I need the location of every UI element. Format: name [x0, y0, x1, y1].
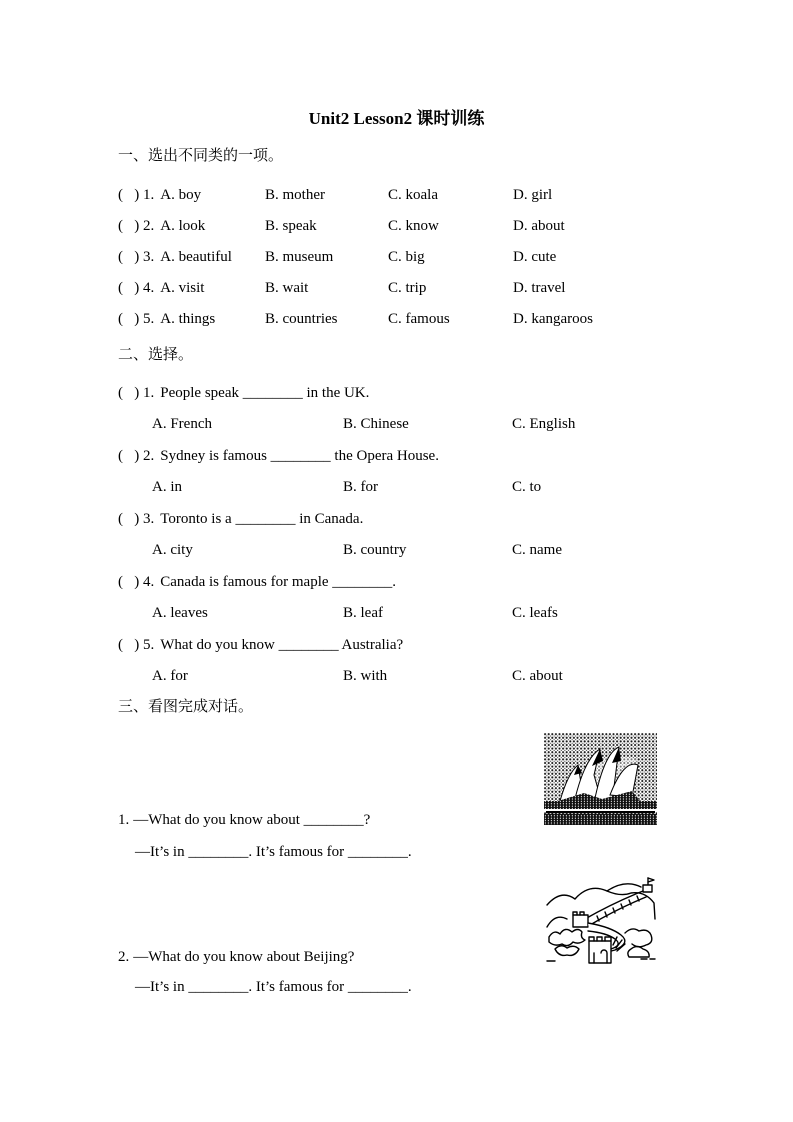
section3-heading: 三、看图完成对话。: [118, 699, 254, 715]
section-odd-one-out: [118, 148, 593, 342]
great-wall-art: [545, 875, 657, 964]
sydney-opera-house-art: [544, 733, 657, 825]
option-a: A. look: [160, 218, 206, 234]
option-c: C. name: [512, 542, 562, 558]
option-a: A. for: [152, 668, 188, 684]
mc-options-row: [118, 668, 575, 684]
answer-parens: ( ) 2.: [118, 218, 155, 234]
option-b: B. wait: [265, 280, 309, 296]
section1-heading: 一、选出不同类的一项。: [118, 148, 284, 164]
option-d: D. travel: [513, 280, 566, 296]
mc-question: [118, 511, 575, 527]
dialogue-question: [118, 812, 548, 828]
dialogue-answer: —It’s in ________. It’s famous for ________.: [135, 979, 412, 995]
row-lead: [118, 187, 265, 203]
option-c: C. about: [512, 668, 563, 684]
question-text: Canada is famous for maple ________.: [160, 574, 397, 590]
odd-one-out-row: [118, 187, 593, 203]
option-c: C. trip: [388, 280, 427, 296]
option-d: D. about: [513, 218, 565, 234]
section2-heading: 二、选择。: [118, 347, 194, 363]
question-text: Toronto is a ________ in Canada.: [160, 511, 364, 527]
dialogue-answer: —It’s in ________. It’s famous for ________.: [135, 844, 412, 860]
option-c: C. famous: [388, 311, 450, 327]
mc-options-row: [118, 479, 575, 495]
section-multiple-choice: [118, 347, 575, 700]
option-c: C. English: [512, 416, 576, 432]
option-a: A. beautiful: [160, 249, 232, 265]
dialogue-question: [118, 949, 548, 965]
mc-question: [118, 637, 575, 653]
option-b: B. country: [343, 542, 407, 558]
question-text: Sydney is famous ________ the Opera House.: [160, 448, 439, 464]
great-wall-image: [545, 875, 657, 964]
odd-one-out-row: [118, 249, 593, 265]
dialogue-number: 1.: [118, 812, 130, 828]
option-c: C. big: [388, 249, 425, 265]
option-c: C. koala: [388, 187, 438, 203]
option-a: A. leaves: [152, 605, 208, 621]
answer-parens: ( ) 1.: [118, 385, 155, 401]
option-c: C. know: [388, 218, 439, 234]
odd-one-out-row: [118, 280, 593, 296]
dialogue-question-text: —What do you know about Beijing?: [133, 949, 355, 965]
option-b: B. Chinese: [343, 416, 409, 432]
option-a: A. visit: [160, 280, 205, 296]
option-b: B. museum: [265, 249, 334, 265]
option-d: D. cute: [513, 249, 557, 265]
mc-question: [118, 385, 575, 401]
option-b: B. mother: [265, 187, 325, 203]
answer-parens: ( ) 1.: [118, 187, 155, 203]
page-title: Unit2 Lesson2 课时训练: [308, 109, 485, 128]
option-c: C. to: [512, 479, 542, 495]
mc-options-row: [118, 416, 575, 432]
mc-options-row: [118, 542, 575, 558]
mc-question: [118, 448, 575, 464]
row-lead: [118, 311, 265, 327]
option-d: D. kangaroos: [513, 311, 593, 327]
option-d: D. girl: [513, 187, 553, 203]
mc-question: [118, 574, 575, 590]
dialogue-question-text: —What do you know about ________?: [133, 812, 371, 828]
option-b: B. for: [343, 479, 378, 495]
question-text: What do you know ________ Australia?: [160, 637, 404, 653]
dialogue-number: 2.: [118, 949, 130, 965]
answer-parens: ( ) 5.: [118, 637, 155, 653]
option-b: B. leaf: [343, 605, 383, 621]
option-b: B. with: [343, 668, 388, 684]
option-c: C. leafs: [512, 605, 558, 621]
sydney-opera-house-image: [544, 733, 657, 825]
mc-options-row: [118, 605, 575, 621]
answer-parens: ( ) 5.: [118, 311, 155, 327]
section-picture-dialogue: [118, 699, 548, 995]
option-a: A. boy: [160, 187, 202, 203]
answer-parens: ( ) 3.: [118, 511, 155, 527]
answer-parens: ( ) 4.: [118, 280, 155, 296]
answer-parens: ( ) 2.: [118, 448, 155, 464]
option-a: A. city: [152, 542, 193, 558]
option-a: A. in: [152, 479, 182, 495]
odd-one-out-row: [118, 311, 593, 327]
option-b: B. countries: [265, 311, 338, 327]
row-lead: [118, 280, 265, 296]
question-text: People speak ________ in the UK.: [160, 385, 370, 401]
answer-parens: ( ) 3.: [118, 249, 155, 265]
answer-parens: ( ) 4.: [118, 574, 155, 590]
odd-one-out-row: [118, 218, 593, 234]
row-lead: [118, 249, 265, 265]
row-lead: [118, 218, 265, 234]
option-a: A. things: [160, 311, 216, 327]
option-a: A. French: [152, 416, 212, 432]
option-b: B. speak: [265, 218, 317, 234]
